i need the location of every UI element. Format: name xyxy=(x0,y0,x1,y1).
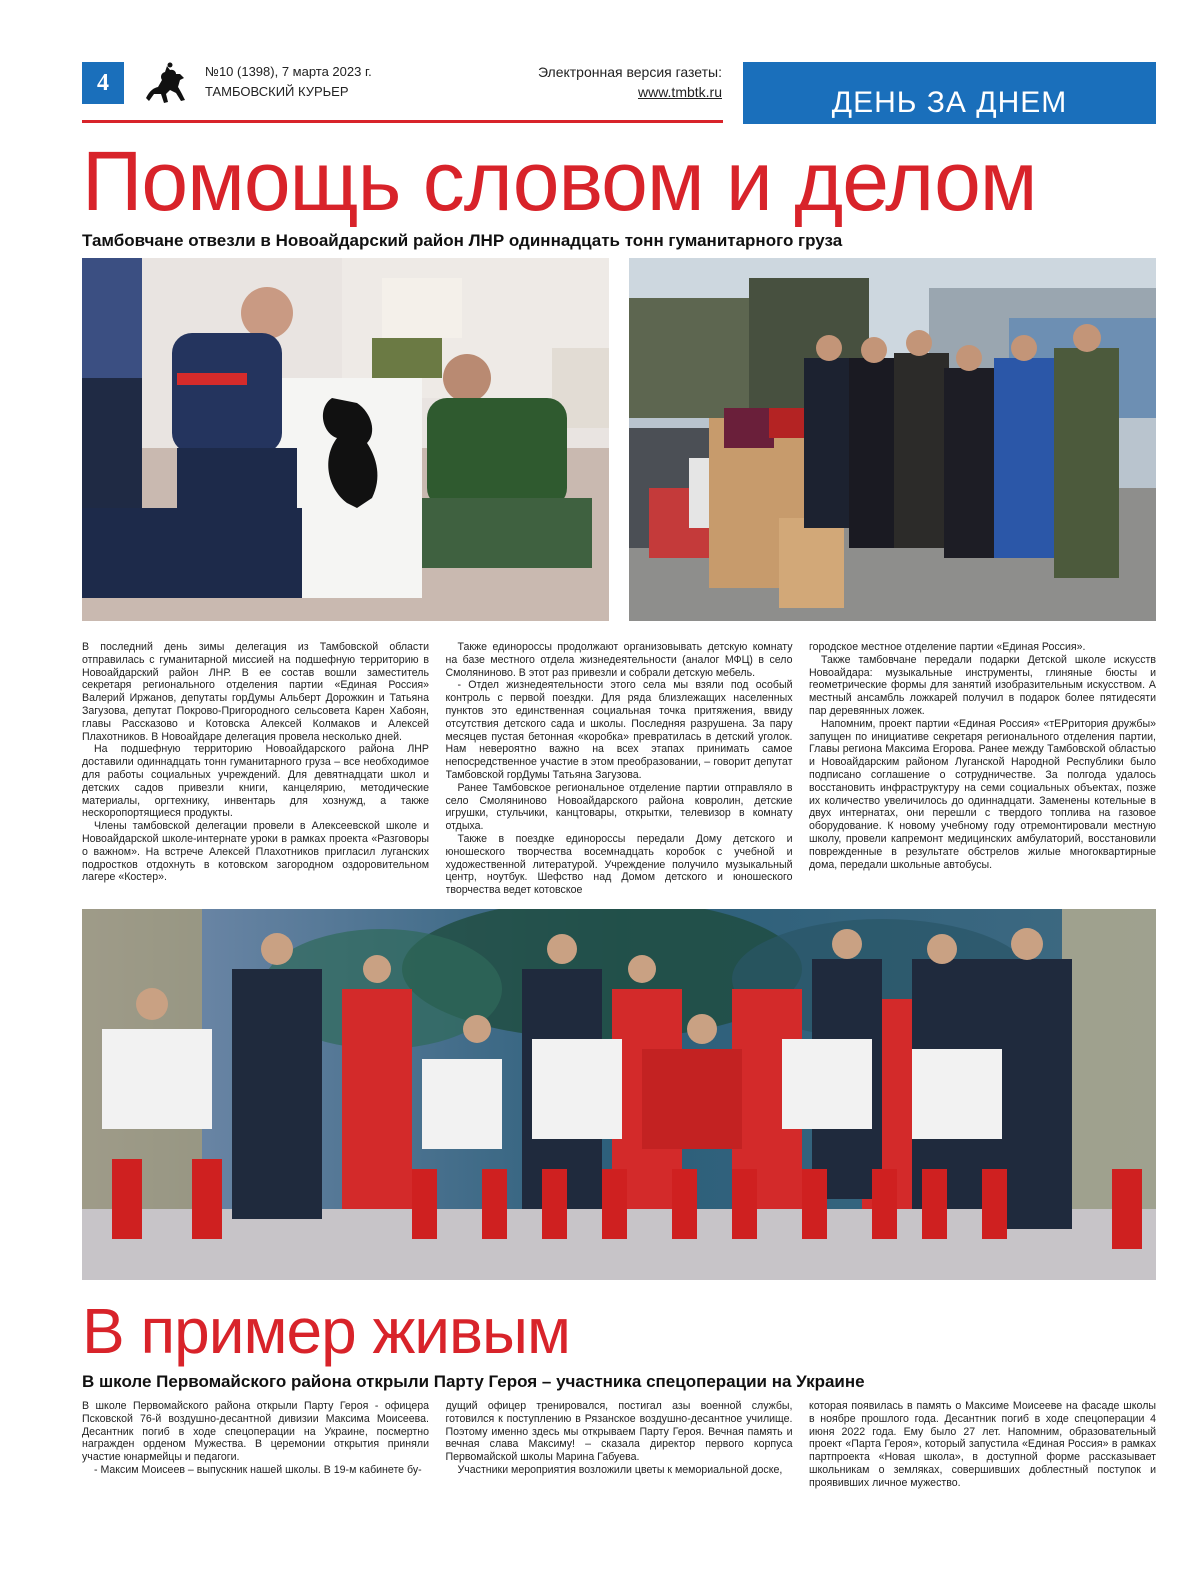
paragraph: городское местное отделение партии «Единая Россия». xyxy=(809,641,1086,653)
page-number: 4 xyxy=(82,62,124,104)
paragraph: На подшефную территорию Новоайдарского района ЛНР доставили одиннадцать тонн гуманитарного груза – все необходимое для работы социальных учреждений. Для девятнадцати школ и детских садов привезли книги, канцелярию, методические материалы, оргтехнику, инвентарь для хознужд, а также нескоропортящиеся продукты. xyxy=(82,743,429,820)
article-column-3 xyxy=(809,641,1156,897)
article-title: В пример живым xyxy=(82,1295,570,1367)
paragraph: - Отдел жизнедеятельности этого села мы взяли под особый контроль с первой поездки. Для ряда близлежащих населенных пунктов это единственная социальная точка притяжения, ввиду отсутствия детского сада и школы. Последняя разрушена. За пару месяцев пустая бетонная «коробка» превратилась в детский уголок. Нам невероятно важно на всех этапах принимать самое непосредственное участие в этом преобразовании, – говорит депутат Тамбовской горДумы Татьяна Загузова. xyxy=(445,679,793,781)
issue-number: №10 (1398), 7 марта 2023 г. xyxy=(205,64,372,79)
photo-folk-ensemble xyxy=(82,909,1156,1280)
article-subtitle: Тамбовчане отвезли в Новоайдарский район ЛНР одиннадцать тонн гуманитарного груза xyxy=(82,231,843,250)
article-column-1 xyxy=(82,641,429,897)
paragraph: Также тамбовчане передали подарки Детской школе искусств Новоайдара: музыкальные инструменты, глиняные бюсты и геометрические формы для занятий изобразительным искусством. А местный ансамбль ложкарей получил в подарок более пятидесяти пар деревянных ложек. xyxy=(809,653,1156,717)
article-subtitle: В школе Первомайского района открыли Парту Героя – участника спецоперации на Украине xyxy=(82,1372,865,1391)
paragraph: дущий офицер тренировался, постигал азы военной службы, готовился к поступлению в Рязанское воздушно-десантное училище. Поэтому именно здесь мы открываем Парту Героя. Вечная память и вечная слава Максиму! – сказала директор первого корпуса Первомайской школы Марина Габуева. xyxy=(445,1400,793,1464)
paragraph: Члены тамбовской делегации провели в Алексеевской школе и Новоайдарской школе-интернате уроки в рамках проекта «Разговоры о важном». На встрече Алексей Плахотников пригласил луганских подростков отдохнуть в котовском загородном оздоровительном лагере «Костер». xyxy=(82,820,429,884)
paragraph: В последний день зимы делегация из Тамбовской области отправилась с гуманитарной миссией на подшефную территорию в Новоайдарский район ЛНР. В ее состав вошли заместитель секретаря регионального отделения партии «Единая Россия» Валерий Иржанов, депутаты горДумы Альберт Дорожкин и Татьяна Загузова, депутат Покрово-Пригородного сельсовета Карен Хабоян, главы Рассказово и Котовска Алексей Колмаков и Алексей Плахотников. В Новоайдаре делегация провела несколько дней. xyxy=(82,641,429,743)
electronic-version xyxy=(530,62,722,102)
article-column-2 xyxy=(446,641,793,897)
electronic-version-label: Электронная версия газеты: xyxy=(537,64,722,80)
header-divider xyxy=(82,120,723,123)
paragraph: Также в поездке единороссы передали Дому детского и юношеского творчества восемнадцать коробок с учебной и художественной литературой. Учреждение получило музыкальный центр, ноутбук. Шефство над Домом детского и юношеского творчества ведет котовское xyxy=(445,832,793,897)
photo-delegation-group xyxy=(629,258,1156,621)
paragraph: Напомним, проект партии «Единая Россия» «тЕРритория дружбы» запущен по инициативе секретаря регионального отделения партии, Главы региона Максима Егорова. Ранее между Тамбовской областью и Новоайдарским районом Луганской Народной Республики было подписано соглашение о сотрудничестве. За полгода удалось восстановить инфраструктуру на семи социальных объектах, позже их количество увеличилось до одиннадцати. Заменены котельные в двух интернатах, они перешли с твердого топлива на газовое оборудование. К новому учебному году отремонтировали местную школу, провели капремонт медицинских амбулаторий, восстановили поврежденные в результате обстрелов жилые многоквартирные дома, передали школьные автобусы. xyxy=(809,717,1156,871)
photo-furniture-assembly xyxy=(82,258,609,621)
article-title: Помощь словом и делом xyxy=(82,134,1037,228)
article-body xyxy=(82,641,1156,897)
article-column-3 xyxy=(809,1400,1156,1492)
paragraph: Участники мероприятия возложили цветы к мемориальной доске, xyxy=(457,1463,783,1476)
paragraph: В школе Первомайского района открыли Парту Героя - офицера Псковской 76-й воздушно-десантной дивизии Максима Моисеева. Десантник погиб в ходе спецоперации на Украине, посмертно награжден орденом Мужества. В церемонии открытия приняли участие юнармейцы и педагоги. xyxy=(82,1400,429,1464)
rubric-title: ДЕНЬ ЗА ДНЕМ xyxy=(831,86,1068,119)
paragraph: которая появилась в память о Максиме Моисееве на фасаде школы в ноябре прошлого года. Десантник погиб в ходе спецоперации 4 июня 2022 года. Ему было 27 лет. Напомним, образовательный проект «Парта Героя», который запустила «Единая Россия» в рамках партпроекта «Новая школа», в доступной форме рассказывает школьникам о земляках, совершивших доблестный поступок и проявивших личное мужество. xyxy=(809,1400,1156,1489)
horse-rider-logo-icon xyxy=(140,60,190,106)
article-column-2 xyxy=(446,1400,793,1492)
paragraph: - Максим Моисеев – выпускник нашей школы. В 19-м кабинете бу- xyxy=(94,1463,422,1476)
article-column-1 xyxy=(82,1400,429,1492)
paragraph: Также единороссы продолжают организовывать детскую комнату на базе местного отдела жизнедеятельности (аналог МФЦ) в село Смоляниново. В этот раз привезли и собрали детскую мебель. xyxy=(445,641,793,679)
article-body xyxy=(82,1400,1156,1492)
paper-name: ТАМБОВСКИЙ КУРЬЕР xyxy=(205,84,349,99)
paragraph: Ранее Тамбовское региональное отделение партии отправляло в село Смоляниново Новоайдарского района ковролин, детские игрушки, стульчики, канцтовары, открытки, телевизор в комнату отдыха. xyxy=(445,781,793,833)
rubric-banner xyxy=(743,62,1156,124)
issue-info xyxy=(205,62,372,102)
site-link[interactable]: www.tmbtk.ru xyxy=(637,84,722,100)
